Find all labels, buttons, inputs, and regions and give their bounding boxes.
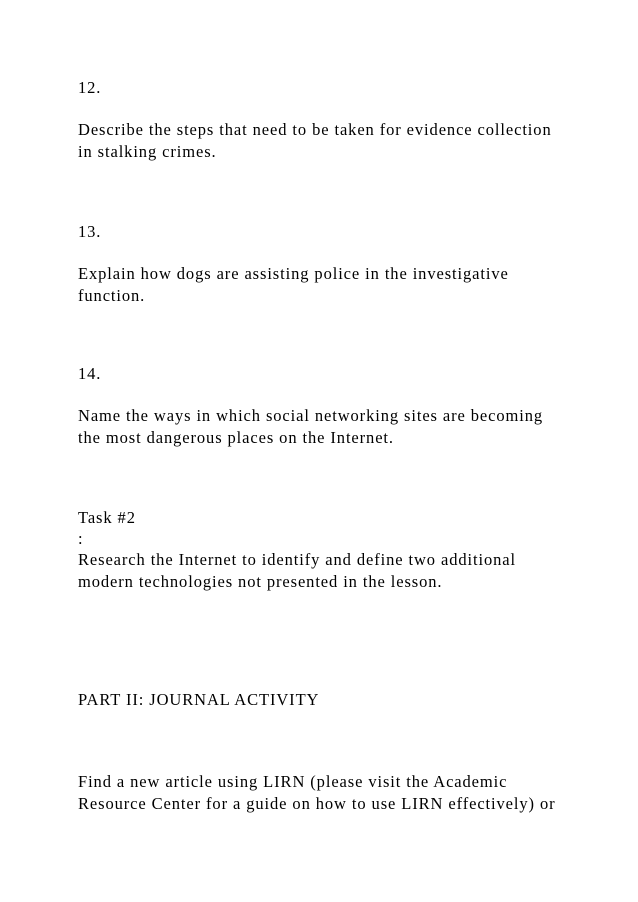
task-2-label: Task #2 bbox=[78, 508, 136, 527]
task-2-text-line-2: modern technologies not presented in the lesson. bbox=[78, 572, 443, 591]
task-2-text-line-1: Research the Internet to identify and define two additional bbox=[78, 550, 516, 569]
question-14-text-line-2: the most dangerous places on the Internet. bbox=[78, 428, 394, 447]
question-13-text-line-1: Explain how dogs are assisting police in the investigative bbox=[78, 264, 509, 283]
question-14-text-line-1: Name the ways in which social networking sites are becoming bbox=[78, 406, 544, 425]
question-12-text-line-1: Describe the steps that need to be taken for evidence collection bbox=[78, 120, 552, 139]
question-13-text-line-2: function. bbox=[78, 286, 146, 305]
question-14-number: 14. bbox=[78, 364, 102, 383]
part-2-heading: PART II: JOURNAL ACTIVITY bbox=[78, 690, 320, 709]
part-2-text-line-2: Resource Center for a guide on how to use LIRN effectively) or bbox=[78, 794, 556, 813]
task-2-colon: : bbox=[78, 529, 84, 548]
question-12-number: 12. bbox=[78, 78, 102, 97]
part-2-text-line-1: Find a new article using LIRN (please visit the Academic bbox=[78, 772, 508, 791]
question-12-text-line-2: in stalking crimes. bbox=[78, 142, 217, 161]
question-13-number: 13. bbox=[78, 222, 102, 241]
